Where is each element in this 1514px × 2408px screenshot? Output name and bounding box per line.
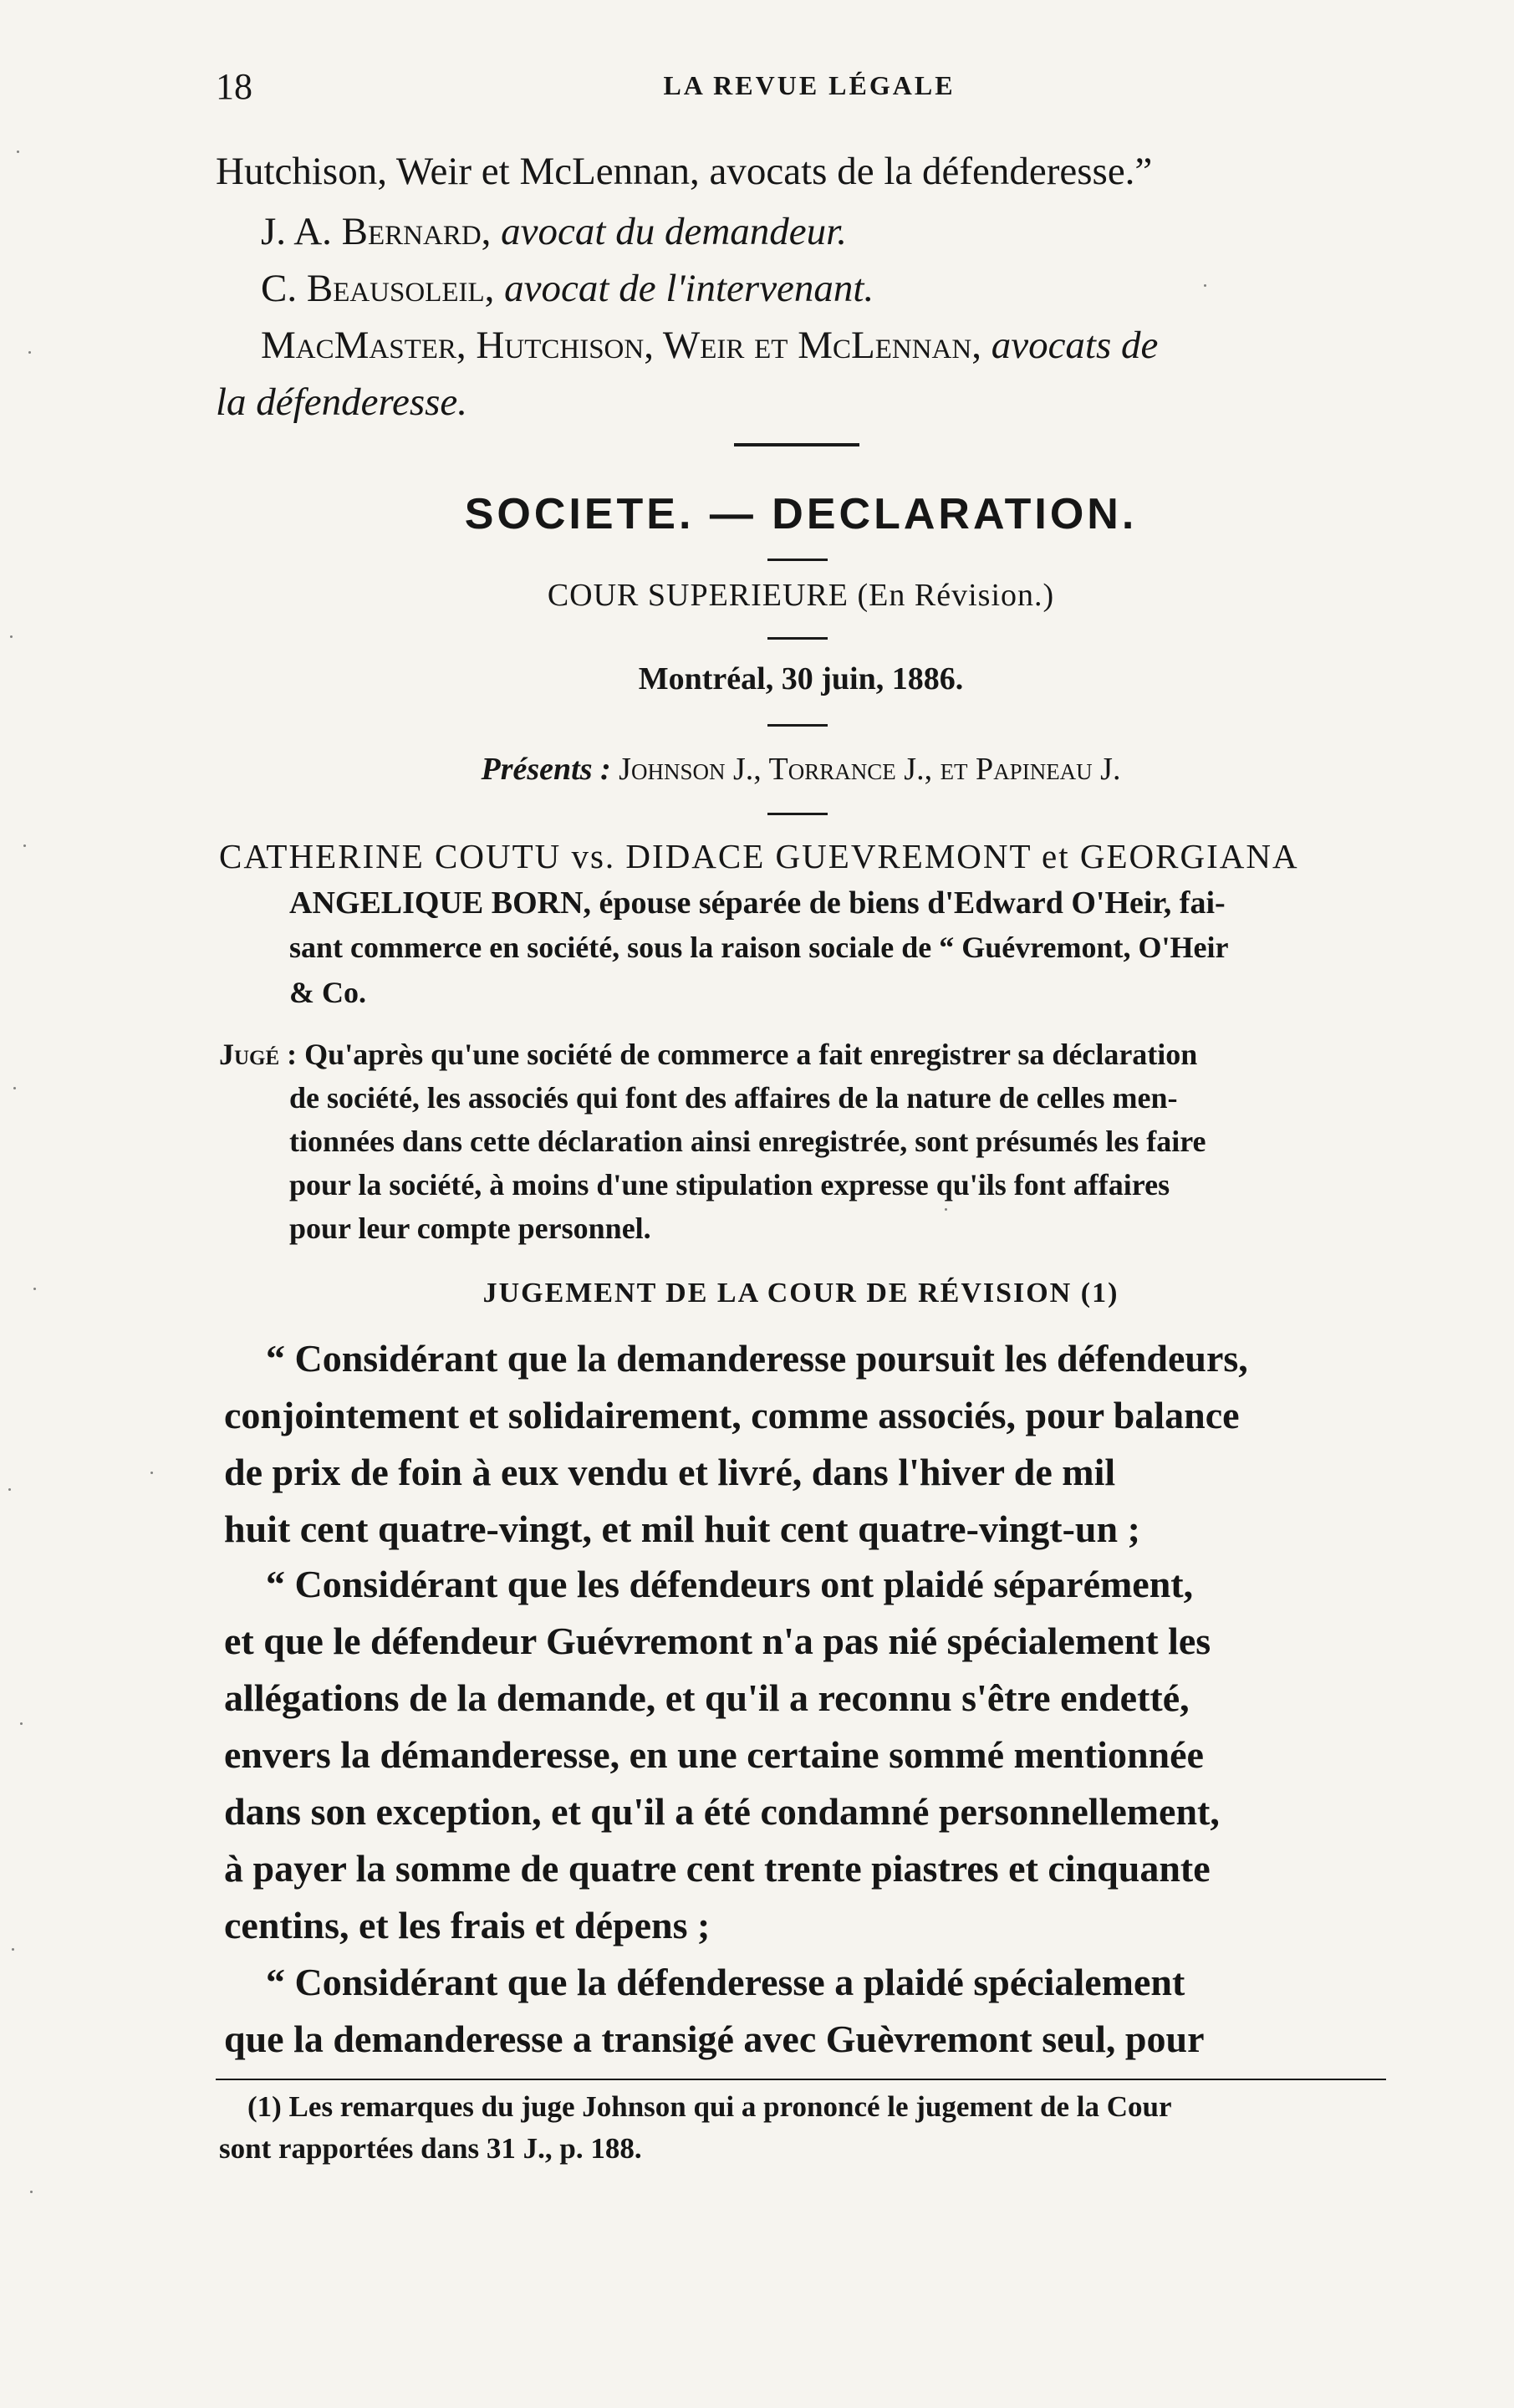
judgment-line-9: dans son exception, et qu'il a été condamné personnellement,	[224, 1790, 1220, 1833]
judgment-line-6: et que le défendeur Guévremont n'a pas nié spécialement les	[224, 1620, 1211, 1662]
page-header	[216, 65, 1403, 115]
held-line-3: tionnées dans cette déclaration ainsi enregistrée, sont présumés les faire	[289, 1125, 1206, 1158]
judgment-line-10: à payer la somme de quatre cent trente piastres et cinquante	[224, 1847, 1211, 1890]
parties-line-2: ANGELIQUE BORN, épouse séparée de biens d'Edward O'Heir, fai-	[289, 885, 1226, 921]
judges: Johnson J., Torrance J., et Papineau J.	[619, 752, 1121, 787]
counsel-line-2	[261, 266, 874, 311]
present-label: Présents :	[481, 752, 611, 787]
judges-line	[216, 751, 1386, 788]
court-rule	[767, 637, 828, 640]
judgment-heading: JUGEMENT DE LA COUR DE RÉVISION (1)	[482, 1278, 1119, 1309]
held-label: Jugé :	[219, 1038, 298, 1071]
counsel-1-role: avocat du demandeur.	[501, 210, 847, 253]
held-line-1	[219, 1037, 1197, 1072]
held-line-4: pour la société, à moins d'une stipulation expresse qu'ils font affaires	[289, 1168, 1170, 1201]
held-line-2: de société, les associés qui font des affaires de la nature de celles men-	[289, 1081, 1178, 1115]
parties-line-4: & Co.	[289, 976, 366, 1009]
place-date: Montréal, 30 juin, 1886.	[638, 661, 964, 696]
judgment-line-11: centins, et les frais et dépens ;	[224, 1904, 711, 1946]
parties-line-1: CATHERINE COUTU vs. DIDACE GUEVREMONT et GEORGIANA	[219, 837, 1299, 875]
judgment-line-12: “ Considérant que la défenderesse a plaidé spécialement	[266, 1961, 1185, 2003]
counsel-3-name: MacMaster, Hutchison, Weir et McLennan,	[261, 324, 981, 367]
counsel-line-1	[261, 209, 847, 254]
footnote-rule	[216, 2079, 1386, 2080]
counsel-line-3	[261, 323, 1158, 368]
counsel-3-role-b: la défenderesse.	[216, 380, 468, 424]
judgment-line-2: conjointement et solidairement, comme associés, pour balance	[224, 1394, 1240, 1436]
case-title: SOCIETE. — DECLARATION.	[464, 490, 1138, 538]
held-line-5: pour leur compte personnel.	[289, 1212, 651, 1245]
judgment-line-5: “ Considérant que les défendeurs ont plaidé séparément,	[266, 1563, 1194, 1605]
judgment-line-7: allégations de la demande, et qu'il a reconnu s'être endetté,	[224, 1676, 1190, 1719]
date-rule	[767, 724, 828, 727]
judges-rule	[767, 813, 828, 815]
judgment-line-13: que la demanderesse a transigé avec Guèvremont seul, pour	[224, 2018, 1205, 2060]
judgment-line-8: envers la démanderesse, en une certaine sommé mentionnée	[224, 1733, 1204, 1776]
parties-line-3: sant commerce en société, sous la raison sociale de “ Guévremont, O'Heir	[289, 931, 1229, 964]
judgment-line-3: de prix de foin à eux vendu et livré, dans l'hiver de mil	[224, 1451, 1116, 1493]
court-name: COUR SUPERIEURE (En Révision.)	[547, 578, 1055, 613]
judgment-line-1: “ Considérant que la demanderesse poursuit les défendeurs,	[266, 1337, 1248, 1380]
title-rule	[767, 559, 828, 561]
footnote-line-2: sont rapportées dans 31 J., p. 188.	[219, 2132, 642, 2165]
footnote-line-1: (1) Les remarques du juge Johnson qui a prononcé le jugement de la Cour	[247, 2090, 1172, 2123]
section-rule	[734, 443, 859, 446]
judgment-line-4: huit cent quatre-vingt, et mil huit cent quatre-vingt-un ;	[224, 1508, 1140, 1550]
page-number: 18	[216, 66, 252, 107]
counsel-2-role: avocat de l'intervenant.	[504, 267, 874, 310]
running-title: LA REVUE LÉGALE	[663, 70, 956, 100]
held-text-1: Qu'après qu'une société de commerce a fait enregistrer sa déclaration	[304, 1038, 1198, 1071]
counsel-3-role-a: avocats de	[991, 324, 1159, 367]
counsel-2-name: C. Beausoleil,	[261, 267, 495, 310]
counsel-1-name: J. A. Bernard,	[261, 210, 492, 253]
prev-case-last-line: Hutchison, Weir et McLennan, avocats de la défenderesse.”	[216, 150, 1153, 193]
